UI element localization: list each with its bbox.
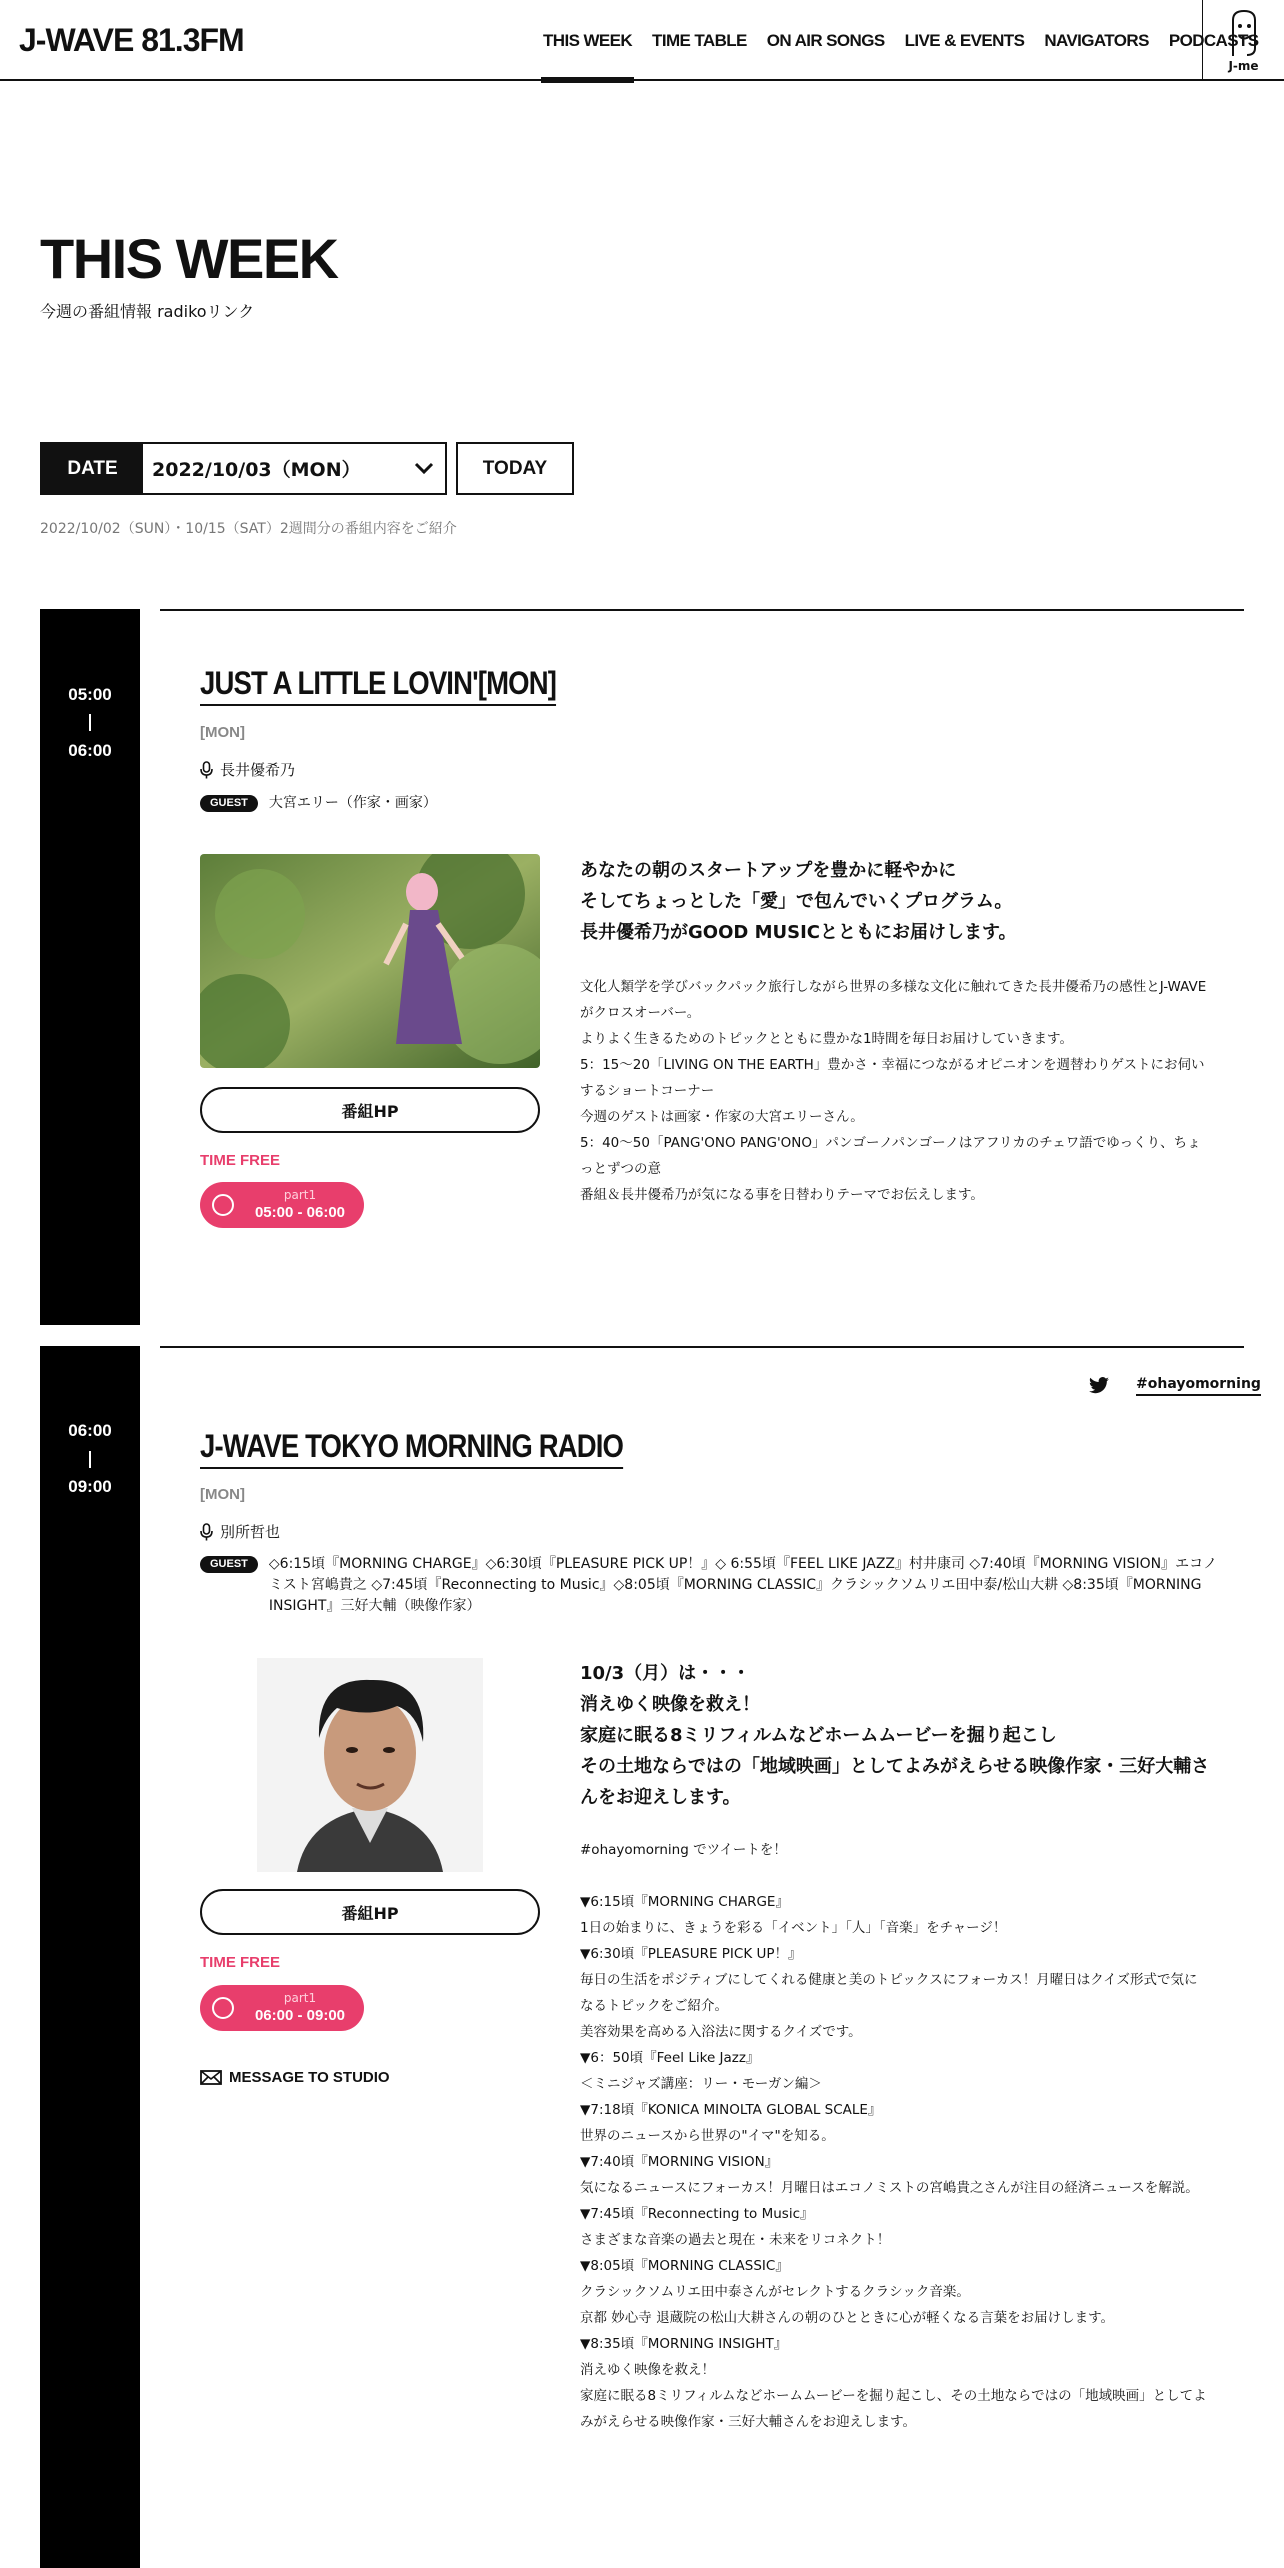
timefree-range: 05:00 - 06:00 bbox=[254, 1204, 346, 1221]
description-paragraph: ▼6:15頃『MORNING CHARGE』 bbox=[580, 1894, 789, 1910]
microphone-icon bbox=[200, 1523, 213, 1541]
main-nav bbox=[533, 0, 1268, 81]
headline-line: あなたの朝のスタートアップを豊かに軽やかに bbox=[580, 860, 957, 881]
description-paragraph: よりよく生きるためのトピックとともに豊かな1時間を毎日お届けしていきます。 bbox=[580, 1031, 1073, 1047]
guest-text: 大宮エリー（作家・画家） bbox=[268, 795, 437, 811]
program-card bbox=[40, 609, 1244, 1325]
navigator-name[interactable]: 別所哲也 bbox=[220, 1523, 281, 1541]
program-photo bbox=[200, 854, 540, 1068]
description-paragraph: 京都 妙心寺 退蔵院の松山大耕さんの朝のひとときに心が軽くなる言葉をお届けします。 bbox=[580, 2310, 1115, 2326]
time-bar bbox=[40, 609, 140, 1325]
headline-line: 長井優希乃がGOOD MUSICとともにお届けします。 bbox=[580, 922, 1017, 943]
jme-face-icon bbox=[1227, 8, 1261, 58]
program-hp-button[interactable]: 番組HP bbox=[200, 1889, 540, 1935]
today-button[interactable]: TODAY bbox=[456, 442, 574, 495]
nav-navigators[interactable]: NAVIGATORS bbox=[1044, 31, 1149, 50]
page-title: THIS WEEK bbox=[40, 227, 338, 290]
timefree-part: part1 bbox=[283, 1991, 317, 2005]
description-paragraph: クラシックソムリエ田中泰さんがセレクトするクラシック音楽。 bbox=[580, 2284, 970, 2300]
date-value: 2022/10/03（MON） bbox=[152, 459, 361, 481]
timefree-part: part1 bbox=[283, 1188, 317, 1202]
description-paragraph: 1日の始まりに、きょうを彩る「イベント」「人」「音楽」をチャージ！ bbox=[580, 1920, 1007, 1936]
description-paragraph: 世界のニュースから世界の"イマ"を知る。 bbox=[580, 2128, 835, 2144]
description-paragraph: ▼8:35頃『MORNING INSIGHT』 bbox=[580, 2336, 788, 2352]
description-paragraph: 気になるニュースにフォーカス！月曜日はエコノミストの宮嶋貴之さんが注目の経済ニュースを解説。 bbox=[580, 2180, 1199, 2196]
message-to-studio-link[interactable] bbox=[200, 2069, 390, 2086]
program-card bbox=[40, 1346, 1261, 2568]
chevron-down-icon bbox=[413, 458, 435, 478]
end-time: 06:00 bbox=[68, 741, 112, 760]
date-selector bbox=[40, 442, 447, 495]
nav-podcasts[interactable]: PODCASTS bbox=[1168, 31, 1259, 50]
description-paragraph: ▼6:30頃『PLEASURE PICK UP！』 bbox=[580, 1946, 802, 1962]
timefree-range: 06:00 - 09:00 bbox=[254, 2007, 346, 2024]
headline-line: そしてちょっとした「愛」で包んでいくプログラム。 bbox=[580, 891, 1013, 912]
description-paragraph: 番組＆長井優希乃が気になる事を日替わりテーマでお伝えします。 bbox=[580, 1187, 984, 1203]
navigator bbox=[200, 1521, 280, 1542]
description-paragraph: 美容効果を高める入浴法に関するクイズです。 bbox=[580, 2024, 862, 2040]
guest-row bbox=[200, 793, 437, 814]
description-intro: #ohayomorning でツイートを！ bbox=[580, 1842, 787, 1858]
navigator bbox=[200, 759, 295, 780]
description-paragraph: さまざまな音楽の過去と現在・未来をリコネクト！ bbox=[580, 2232, 891, 2248]
program-title[interactable]: JUST A LITTLE LOVIN'[MON] bbox=[200, 665, 556, 706]
nav-live-events[interactable]: LIVE & EVENTS bbox=[904, 31, 1025, 50]
program-day: [MON] bbox=[200, 1486, 245, 1503]
start-time: 06:00 bbox=[68, 1421, 112, 1440]
time-separator bbox=[89, 714, 91, 731]
jme-label: J-me bbox=[1228, 59, 1259, 73]
description-paragraph: 今週のゲストは画家・作家の大宮エリーさん。 bbox=[580, 1109, 864, 1125]
radiko-icon bbox=[212, 1194, 234, 1216]
program-description bbox=[580, 1837, 1210, 2435]
description-paragraph: ▼6：50頃『Feel Like Jazz』 bbox=[580, 2050, 760, 2066]
divider bbox=[160, 609, 1244, 611]
date-dropdown[interactable] bbox=[143, 444, 445, 493]
spacer bbox=[580, 1863, 1210, 1889]
end-time: 09:00 bbox=[68, 1477, 112, 1496]
headline-line: 10/3（月）は・・・ bbox=[580, 1663, 751, 1684]
envelope-icon bbox=[200, 2070, 222, 2085]
microphone-icon bbox=[200, 761, 213, 779]
description-paragraph: 5：15～20「LIVING ON THE EARTH」豊かさ・幸福につながるオピニオンを週替わりゲストにお伺いするショートコーナー bbox=[580, 1057, 1205, 1099]
timefree-label: TIME FREE bbox=[200, 1954, 281, 1971]
program-headline bbox=[580, 855, 1220, 948]
description-paragraph: ▼8:05頃『MORNING CLASSIC』 bbox=[580, 2258, 789, 2274]
time-bar bbox=[40, 1346, 140, 2568]
description-paragraph: ▼7:40頃『MORNING VISION』 bbox=[580, 2154, 779, 2170]
guest-row bbox=[200, 1554, 1220, 1617]
nav-time-table[interactable]: TIME TABLE bbox=[652, 31, 747, 50]
program-day: [MON] bbox=[200, 724, 245, 741]
hashtag-link[interactable]: #ohayomorning bbox=[1136, 1376, 1261, 1396]
jme-link[interactable] bbox=[1202, 0, 1284, 81]
range-note: 2022/10/02（SUN）・10/15（SAT）2週間分の番組内容をご紹介 bbox=[40, 521, 457, 537]
radiko-icon bbox=[212, 1997, 234, 2019]
description-paragraph: 消えゆく映像を救え！ bbox=[580, 2362, 715, 2378]
program-title[interactable]: J-WAVE TOKYO MORNING RADIO bbox=[200, 1428, 623, 1469]
description-paragraph: 5：40～50「PANG'ONO PANG'ONO」パンゴーノパンゴーノはアフリカのチェワ語でゆっくり、ちょっとずつの意 bbox=[580, 1135, 1201, 1177]
divider bbox=[160, 1346, 1244, 1348]
description-paragraph: 家庭に眠る8ミリフィルムなどホームムービーを掘り起こし、その土地ならではの「地域映画」としてよみがえらせる映像作家・三好大輔さんをお迎えします。 bbox=[580, 2388, 1207, 2430]
time-separator bbox=[89, 1451, 91, 1468]
headline-line: 家庭に眠る8ミリフィルムなどホームムービーを掘り起こし bbox=[580, 1725, 1057, 1746]
program-headline bbox=[580, 1658, 1220, 1813]
page-subtitle: 今週の番組情報 radikoリンク bbox=[40, 302, 255, 321]
timefree-button[interactable] bbox=[200, 1985, 364, 2031]
site-header bbox=[0, 0, 1284, 81]
program-description bbox=[580, 974, 1210, 1208]
description-paragraph: ▼7:45頃『Reconnecting to Music』 bbox=[580, 2206, 814, 2222]
description-paragraph: 毎日の生活をポジティブにしてくれる健康と美のトピックスにフォーカス！月曜日はクイズ形式で気になるトピックをご紹介。 bbox=[580, 1972, 1198, 2014]
description-paragraph: 文化人類学を学びバックパック旅行しながら世界の多様な文化に触れてきた長井優希乃の感性とJ-WAVEがクロスオーバー。 bbox=[580, 979, 1207, 1021]
guest-badge: GUEST bbox=[200, 795, 258, 812]
message-label: MESSAGE TO STUDIO bbox=[229, 2069, 390, 2086]
site-logo[interactable]: J-WAVE 81.3FM bbox=[19, 22, 244, 58]
guest-badge: GUEST bbox=[200, 1556, 258, 1573]
timefree-button[interactable] bbox=[200, 1182, 364, 1228]
navigator-name[interactable]: 長井優希乃 bbox=[220, 761, 296, 779]
guest-text: ◇6:15頃『MORNING CHARGE』◇6:30頃『PLEASURE PICK UP！』◇ 6:55頃『FEEL LIKE JAZZ』村井康司 ◇7:40頃『MORNING VISION』エコノミスト宮嶋貴之 ◇7:45頃『Reconnecting to Music』◇8:05頃『MORNING CLASSIC』クラシックソムリエ田中泰/松山大耕 ◇8:35頃『MORNING INSIGHT』三好大輔（映像作家） bbox=[268, 1556, 1218, 1614]
date-label: DATE bbox=[42, 444, 143, 493]
nav-on-air-songs[interactable]: ON AIR SONGS bbox=[766, 31, 885, 50]
start-time: 05:00 bbox=[68, 685, 112, 704]
twitter-icon[interactable] bbox=[1088, 1377, 1110, 1395]
timefree-label: TIME FREE bbox=[200, 1152, 281, 1169]
headline-line: その土地ならではの「地域映画」としてよみがえらせる映像作家・三好大輔さんをお迎えします。 bbox=[580, 1756, 1210, 1808]
nav-this-week[interactable]: THIS WEEK bbox=[533, 0, 642, 81]
program-hp-button[interactable]: 番組HP bbox=[200, 1087, 540, 1133]
headline-line: 消えゆく映像を救え！ bbox=[580, 1694, 760, 1715]
navigator-photo bbox=[257, 1658, 483, 1872]
description-paragraph: ▼7:18頃『KONICA MINOLTA GLOBAL SCALE』 bbox=[580, 2102, 882, 2118]
description-paragraph: ＜ミニジャズ講座：リー・モーガン編＞ bbox=[580, 2076, 822, 2092]
